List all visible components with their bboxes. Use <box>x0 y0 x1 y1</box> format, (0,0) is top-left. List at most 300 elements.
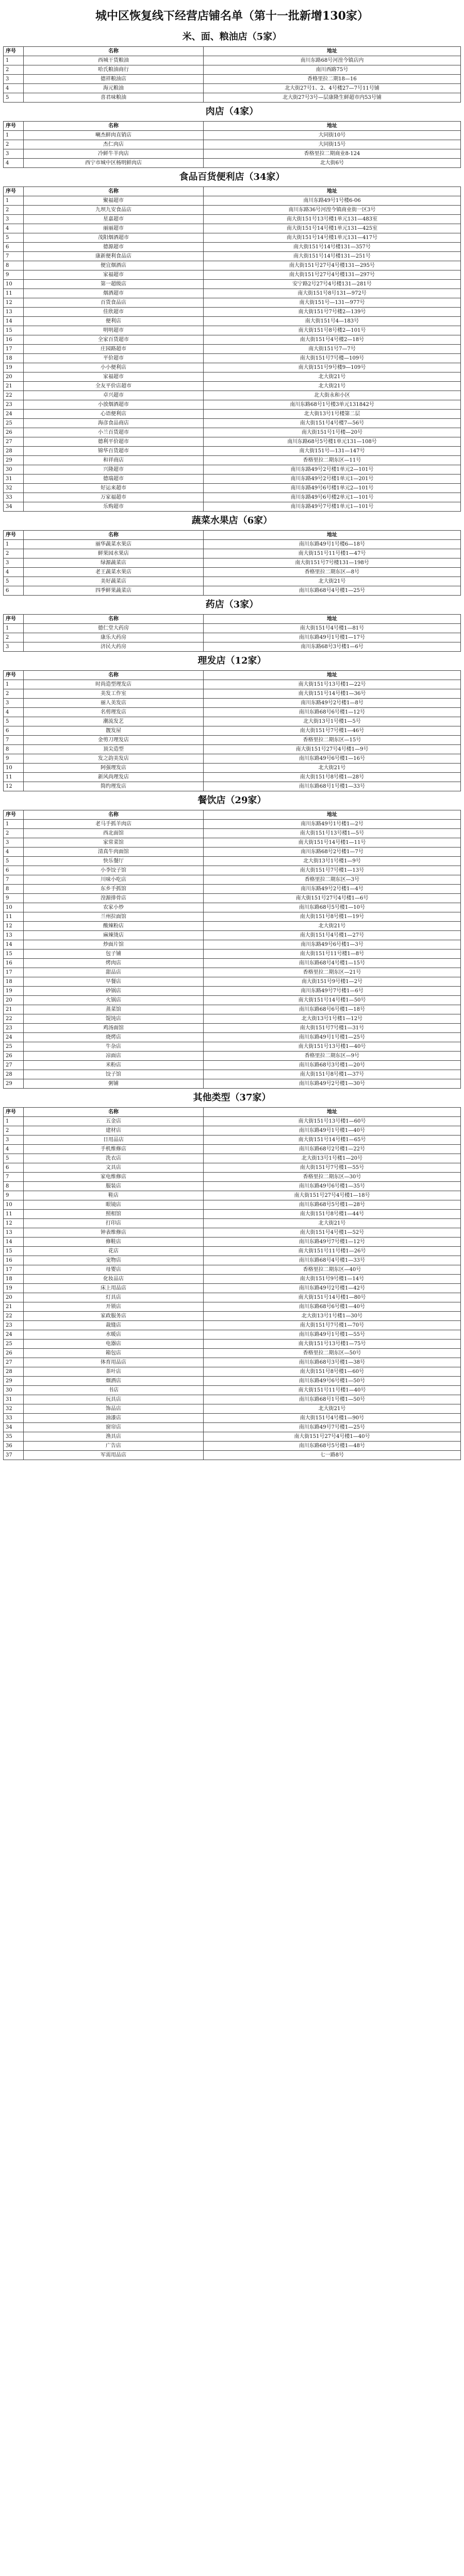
row-number: 4 <box>4 159 24 168</box>
store-table <box>3 46 461 103</box>
row-number: 23 <box>4 1321 24 1330</box>
table-row <box>4 1117 461 1126</box>
table-row <box>4 1358 461 1367</box>
store-address: 香格里拉二期东区—11号 <box>204 456 461 465</box>
row-number: 26 <box>4 1349 24 1358</box>
store-name: 德仁堂大药房 <box>24 624 204 633</box>
store-address: 南川东路68号1号楼1—50号 <box>204 1395 461 1404</box>
store-name: 快乐餐厅 <box>24 857 204 866</box>
store-address: 南川东路49号6号楼1—35号 <box>204 1182 461 1191</box>
sections-container <box>0 28 464 1460</box>
row-number: 15 <box>4 326 24 335</box>
row-number: 2 <box>4 1126 24 1136</box>
store-address: 南川东路49号1号楼1—40号 <box>204 1126 461 1136</box>
store-address: 南川东路49号6号楼2单元1—101号 <box>204 493 461 502</box>
store-name: 蒸菜馆 <box>24 1005 204 1014</box>
row-number: 13 <box>4 1228 24 1238</box>
store-name: 烧烤店 <box>24 1033 204 1042</box>
store-name: 母婴店 <box>24 1265 204 1275</box>
store-name: 体育用品店 <box>24 1358 204 1367</box>
row-number: 31 <box>4 1395 24 1404</box>
row-number: 13 <box>4 308 24 317</box>
table-row <box>4 1377 461 1386</box>
row-number: 1 <box>4 624 24 633</box>
store-address: 南大街151号1号楼—20号 <box>204 428 461 437</box>
table-row <box>4 1340 461 1349</box>
store-name: 书店 <box>24 1386 204 1395</box>
table-row <box>4 1395 461 1404</box>
store-address: 北大街21号 <box>204 372 461 382</box>
store-name: 牛杂店 <box>24 1042 204 1052</box>
store-name: 小兰百货超市 <box>24 428 204 437</box>
table-row <box>4 84 461 93</box>
row-number: 6 <box>4 1163 24 1173</box>
store-address: 南大街151号8号楼1—37号 <box>204 1070 461 1079</box>
row-number: 10 <box>4 1200 24 1210</box>
table-row <box>4 326 461 335</box>
store-name: 喇杰鲜肉直销店 <box>24 131 204 140</box>
store-address: 南川东路68号4号楼1—33号 <box>204 1256 461 1265</box>
row-number: 36 <box>4 1442 24 1451</box>
store-name: 火锅店 <box>24 996 204 1005</box>
store-name: 早餐店 <box>24 977 204 987</box>
row-number: 5 <box>4 577 24 586</box>
store-name: 花店 <box>24 1247 204 1256</box>
store-name: 眼镜店 <box>24 1200 204 1210</box>
store-address: 北大街27号3号—层康隆生鲜超市内53号铺 <box>204 93 461 103</box>
row-number: 9 <box>4 270 24 280</box>
row-number: 21 <box>4 1005 24 1014</box>
row-number: 14 <box>4 317 24 326</box>
row-number: 28 <box>4 447 24 456</box>
store-address: 南川东路68号6号楼1—12号 <box>204 708 461 717</box>
row-number: 7 <box>4 1173 24 1182</box>
store-address: 南大街151号11号楼1—8号 <box>204 950 461 959</box>
table-row <box>4 764 461 773</box>
store-address: 北大街13号1号楼1—12号 <box>204 1014 461 1024</box>
row-number: 21 <box>4 382 24 391</box>
store-name: 全家百货超市 <box>24 335 204 345</box>
store-table <box>3 670 461 791</box>
store-name: 杰仁肉店 <box>24 140 204 149</box>
store-address: 南大街151号—131—977号 <box>204 298 461 308</box>
table-row <box>4 838 461 848</box>
store-name: 湟源排骨店 <box>24 894 204 903</box>
store-name: 康新便利食品店 <box>24 252 204 261</box>
store-name: 丽人美发店 <box>24 699 204 708</box>
store-name: 简约理发店 <box>24 782 204 791</box>
table-row <box>4 1321 461 1330</box>
store-name: 五金店 <box>24 1117 204 1126</box>
table-row <box>4 586 461 596</box>
table-row <box>4 465 461 474</box>
store-name: 饺子馆 <box>24 1070 204 1079</box>
header-cell: 地址 <box>204 1108 461 1117</box>
store-address: 南川东路49号7号楼1—12号 <box>204 1238 461 1247</box>
row-number: 3 <box>4 149 24 159</box>
store-address: 七一路8号 <box>204 1451 461 1460</box>
row-number: 25 <box>4 1340 24 1349</box>
row-number: 19 <box>4 363 24 372</box>
row-number: 17 <box>4 968 24 977</box>
table-row <box>4 922 461 931</box>
row-number: 5 <box>4 1154 24 1163</box>
row-number: 34 <box>4 1423 24 1432</box>
store-table <box>3 614 461 652</box>
table-row <box>4 1154 461 1163</box>
row-number: 8 <box>4 745 24 754</box>
row-number: 7 <box>4 875 24 885</box>
table-row <box>4 270 461 280</box>
store-address: 南大街151号7号楼—109号 <box>204 354 461 363</box>
header-cell: 地址 <box>204 810 461 820</box>
row-number: 18 <box>4 354 24 363</box>
table-row <box>4 317 461 326</box>
table-row <box>4 308 461 317</box>
table-row <box>4 633 461 642</box>
store-address: 南川东路68号3号楼1—20号 <box>204 1061 461 1070</box>
table-row <box>4 1079 461 1089</box>
store-address: 南川东路49号7号楼1—25号 <box>204 1423 461 1432</box>
store-name: 裁缝店 <box>24 1321 204 1330</box>
store-name: 农家小炒 <box>24 903 204 912</box>
store-name: 喜君味粮油 <box>24 93 204 103</box>
row-number: 2 <box>4 633 24 642</box>
store-address: 南大街151号27号4号楼131—297号 <box>204 270 461 280</box>
store-address: 香格里拉二期商业8-124 <box>204 149 461 159</box>
store-name: 西宁市城中区杨明鲜肉店 <box>24 159 204 168</box>
store-name: 砂锅店 <box>24 987 204 996</box>
store-name: 玩具店 <box>24 1395 204 1404</box>
table-row <box>4 1145 461 1154</box>
table-row <box>4 736 461 745</box>
row-number: 22 <box>4 391 24 400</box>
store-address: 南大街151号13号楼1单元131—483室 <box>204 215 461 224</box>
store-address: 南大街151号13号楼1—60号 <box>204 1117 461 1126</box>
row-number: 5 <box>4 717 24 726</box>
store-address: 南大街151号14号楼1—65号 <box>204 1136 461 1145</box>
store-table <box>3 530 461 596</box>
row-number: 25 <box>4 419 24 428</box>
store-name: 烤肉店 <box>24 959 204 968</box>
row-number: 4 <box>4 224 24 233</box>
table-row <box>4 1256 461 1265</box>
row-number: 29 <box>4 456 24 465</box>
table-row <box>4 959 461 968</box>
store-name: 哈氏粮油商行 <box>24 65 204 75</box>
table-row <box>4 1070 461 1079</box>
table-row <box>4 280 461 289</box>
store-name: 烟酒店 <box>24 1377 204 1386</box>
store-address: 北大街21号 <box>204 1404 461 1414</box>
store-address: 南川东路68号6号楼1—40号 <box>204 1302 461 1312</box>
store-name: 烟酒超市 <box>24 289 204 298</box>
table-row <box>4 773 461 782</box>
store-name: 鲜果园水果店 <box>24 549 204 558</box>
table-row <box>4 391 461 400</box>
store-name: 手机维修店 <box>24 1145 204 1154</box>
table-row <box>4 372 461 382</box>
table-header <box>4 615 461 624</box>
store-name: 丽丽超市 <box>24 224 204 233</box>
store-table <box>3 187 461 512</box>
row-number: 18 <box>4 1275 24 1284</box>
table-row <box>4 1275 461 1284</box>
store-address: 南川东路49号7号楼1—6号 <box>204 987 461 996</box>
store-address: 南大街151号7号楼1—46号 <box>204 726 461 736</box>
table-row <box>4 1404 461 1414</box>
row-number: 4 <box>4 1145 24 1154</box>
store-address: 南大街151号7—7号 <box>204 345 461 354</box>
store-name: 和祥商店 <box>24 456 204 465</box>
store-address: 南大街151号11号楼1—40号 <box>204 1386 461 1395</box>
table-row <box>4 474 461 484</box>
table-header <box>4 810 461 820</box>
store-address: 南大街151号8号131—972号 <box>204 289 461 298</box>
table-row <box>4 419 461 428</box>
row-number: 32 <box>4 1404 24 1414</box>
table-row <box>4 1302 461 1312</box>
store-address: 南大街151号4—183号 <box>204 317 461 326</box>
store-name: 德祥粮油店 <box>24 75 204 84</box>
table-row <box>4 1451 461 1460</box>
table-row <box>4 903 461 912</box>
store-address: 北大街13号1号楼1—20号 <box>204 1154 461 1163</box>
store-address: 南大街151号7号楼1—13号 <box>204 866 461 875</box>
table-row <box>4 577 461 586</box>
store-address: 南川东路49号2号楼1—42号 <box>204 1284 461 1293</box>
table-row <box>4 354 461 363</box>
store-name: 打印店 <box>24 1219 204 1228</box>
table-row <box>4 1284 461 1293</box>
store-address: 南川东路49号2号楼1—4号 <box>204 885 461 894</box>
row-number: 11 <box>4 912 24 922</box>
section-0 <box>3 28 461 103</box>
table-row <box>4 447 461 456</box>
row-number: 16 <box>4 1256 24 1265</box>
header-cell: 序号 <box>4 1108 24 1117</box>
store-name: 卓兴超市 <box>24 391 204 400</box>
store-name: 床上用品店 <box>24 1284 204 1293</box>
store-name: 老王蔬菜水果店 <box>24 568 204 577</box>
row-number: 24 <box>4 1330 24 1340</box>
store-name: 顶尖造型 <box>24 745 204 754</box>
row-number: 28 <box>4 1367 24 1377</box>
header-cell: 序号 <box>4 671 24 680</box>
table-row <box>4 149 461 159</box>
store-name: 清真牛肉面馆 <box>24 848 204 857</box>
store-name: 服装店 <box>24 1182 204 1191</box>
store-name: 德瑞超市 <box>24 474 204 484</box>
table-row <box>4 689 461 699</box>
table-row <box>4 624 461 633</box>
store-address: 南大街151号8号楼1—44号 <box>204 1210 461 1219</box>
store-name: 兰州拉面馆 <box>24 912 204 922</box>
store-name: 庄园路超市 <box>24 345 204 354</box>
row-number: 15 <box>4 1247 24 1256</box>
store-name: 炒面片馆 <box>24 940 204 950</box>
table-row <box>4 894 461 903</box>
table-row <box>4 829 461 838</box>
store-address: 南大街151号11号楼1—26号 <box>204 1247 461 1256</box>
header-cell: 名称 <box>24 122 204 131</box>
store-address: 北大街6号 <box>204 159 461 168</box>
table-row <box>4 1033 461 1042</box>
store-address: 北大街21号 <box>204 577 461 586</box>
store-name: 万家福超市 <box>24 493 204 502</box>
table-row <box>4 345 461 354</box>
table-row <box>4 708 461 717</box>
table-row <box>4 196 461 206</box>
store-name: 洗衣店 <box>24 1154 204 1163</box>
row-number: 31 <box>4 474 24 484</box>
row-number: 3 <box>4 558 24 568</box>
row-number: 5 <box>4 93 24 103</box>
store-name: 东乡手抓馆 <box>24 885 204 894</box>
table-row <box>4 159 461 168</box>
store-address: 南大街151号4号楼7—56号 <box>204 419 461 428</box>
table-row <box>4 410 461 419</box>
row-number: 20 <box>4 996 24 1005</box>
row-number: 17 <box>4 1265 24 1275</box>
table-row <box>4 1265 461 1275</box>
row-number: 4 <box>4 84 24 93</box>
header-cell: 序号 <box>4 122 24 131</box>
store-address: 南大街151号14号楼131—251号 <box>204 252 461 261</box>
header-cell: 地址 <box>204 531 461 540</box>
row-number: 32 <box>4 484 24 493</box>
table-row <box>4 298 461 308</box>
row-number: 1 <box>4 680 24 689</box>
store-address: 香格里拉二期东区—9号 <box>204 1052 461 1061</box>
table-row <box>4 680 461 689</box>
row-number: 6 <box>4 586 24 596</box>
store-address: 南川东路49号2号楼1单元2—101号 <box>204 465 461 474</box>
row-number: 25 <box>4 1042 24 1052</box>
store-name: 家政服务店 <box>24 1312 204 1321</box>
store-address: 南川东路68号1号楼3单元131842号 <box>204 400 461 410</box>
row-number: 21 <box>4 1302 24 1312</box>
row-number: 1 <box>4 196 24 206</box>
row-number: 23 <box>4 400 24 410</box>
store-name: 兴隆超市 <box>24 465 204 474</box>
store-address: 南大街151号27号4号楼131—295号 <box>204 261 461 270</box>
table-row <box>4 1386 461 1395</box>
store-name: 宠物店 <box>24 1256 204 1265</box>
table-row <box>4 1349 461 1358</box>
table-row <box>4 996 461 1005</box>
store-address: 南大街151号7号楼1—70号 <box>204 1321 461 1330</box>
table-row <box>4 65 461 75</box>
store-name: 明明超市 <box>24 326 204 335</box>
store-name: 饰品店 <box>24 1404 204 1414</box>
store-address: 香格里拉二期东区—8号 <box>204 568 461 577</box>
table-row <box>4 987 461 996</box>
table-row <box>4 1136 461 1145</box>
row-number: 16 <box>4 335 24 345</box>
store-address: 南川东路49号1号楼6-06 <box>204 196 461 206</box>
store-name: 米粉店 <box>24 1061 204 1070</box>
table-row <box>4 493 461 502</box>
store-address: 北大街21号 <box>204 1219 461 1228</box>
row-number: 2 <box>4 65 24 75</box>
row-number: 1 <box>4 56 24 65</box>
row-number: 5 <box>4 233 24 243</box>
store-address: 南大街151号14号楼131—357号 <box>204 243 461 252</box>
table-header <box>4 1108 461 1117</box>
row-number: 26 <box>4 1052 24 1061</box>
store-name: 锦华百货超市 <box>24 447 204 456</box>
store-name: 广告店 <box>24 1442 204 1451</box>
store-name: 化妆品店 <box>24 1275 204 1284</box>
table-header <box>4 671 461 680</box>
store-address: 香格里拉二期东区—15号 <box>204 736 461 745</box>
store-address: 南川东路49号2号楼1—30号 <box>204 1079 461 1089</box>
store-name: 好运来超市 <box>24 484 204 493</box>
row-number: 14 <box>4 1238 24 1247</box>
store-name: 馄饨店 <box>24 1014 204 1024</box>
table-row <box>4 131 461 140</box>
store-address: 南川东路49号6号楼1单元2—101号 <box>204 484 461 493</box>
store-address: 南大街151号4号楼1—90号 <box>204 1414 461 1423</box>
store-address: 香格里拉二期东区—30号 <box>204 1173 461 1182</box>
row-number: 3 <box>4 838 24 848</box>
table-row <box>4 717 461 726</box>
row-number: 6 <box>4 866 24 875</box>
table-row <box>4 224 461 233</box>
store-name: 川味小吃店 <box>24 875 204 885</box>
store-name: 渔具店 <box>24 1432 204 1442</box>
section-title: 食品百货便利店（34家） <box>179 172 285 182</box>
row-number: 16 <box>4 959 24 968</box>
table-row <box>4 1005 461 1014</box>
store-name: 名剪理发店 <box>24 708 204 717</box>
store-address: 南川东路49号6号楼1—3号 <box>204 940 461 950</box>
table-header <box>4 187 461 196</box>
table-row <box>4 382 461 391</box>
row-number: 18 <box>4 977 24 987</box>
store-address: 南大街151号13号楼1—40号 <box>204 1042 461 1052</box>
store-name: 麻辣烫店 <box>24 931 204 940</box>
row-number: 27 <box>4 1061 24 1070</box>
page-title: 城中区恢复线下经营店铺名单（第十一批新增130家） <box>95 9 369 23</box>
store-name: 箱包店 <box>24 1349 204 1358</box>
store-address: 南大街151号8号楼1—19号 <box>204 912 461 922</box>
row-number: 20 <box>4 1293 24 1302</box>
row-number: 12 <box>4 1219 24 1228</box>
row-number: 10 <box>4 903 24 912</box>
store-address: 南川东路49号2号楼1—8号 <box>204 699 461 708</box>
row-number: 2 <box>4 206 24 215</box>
store-address: 南大街151号8号楼2—101号 <box>204 326 461 335</box>
row-number: 8 <box>4 885 24 894</box>
row-number: 1 <box>4 820 24 829</box>
row-number: 3 <box>4 75 24 84</box>
store-name: 西北面馆 <box>24 829 204 838</box>
store-name: 新风尚理发店 <box>24 773 204 782</box>
store-name: 小放烟酒超市 <box>24 400 204 410</box>
row-number: 4 <box>4 848 24 857</box>
store-address: 南川东路68号河湟今镇店内 <box>204 56 461 65</box>
store-name: 济民大药房 <box>24 642 204 652</box>
row-number: 9 <box>4 1191 24 1200</box>
store-name: 百货食品店 <box>24 298 204 308</box>
store-address: 南大街151号14号楼1单元131—425室 <box>204 224 461 233</box>
store-address: 南川东路68号4号楼1—15号 <box>204 959 461 968</box>
row-number: 10 <box>4 280 24 289</box>
store-name: 时尚造型理发店 <box>24 680 204 689</box>
store-name: 平价超市 <box>24 354 204 363</box>
